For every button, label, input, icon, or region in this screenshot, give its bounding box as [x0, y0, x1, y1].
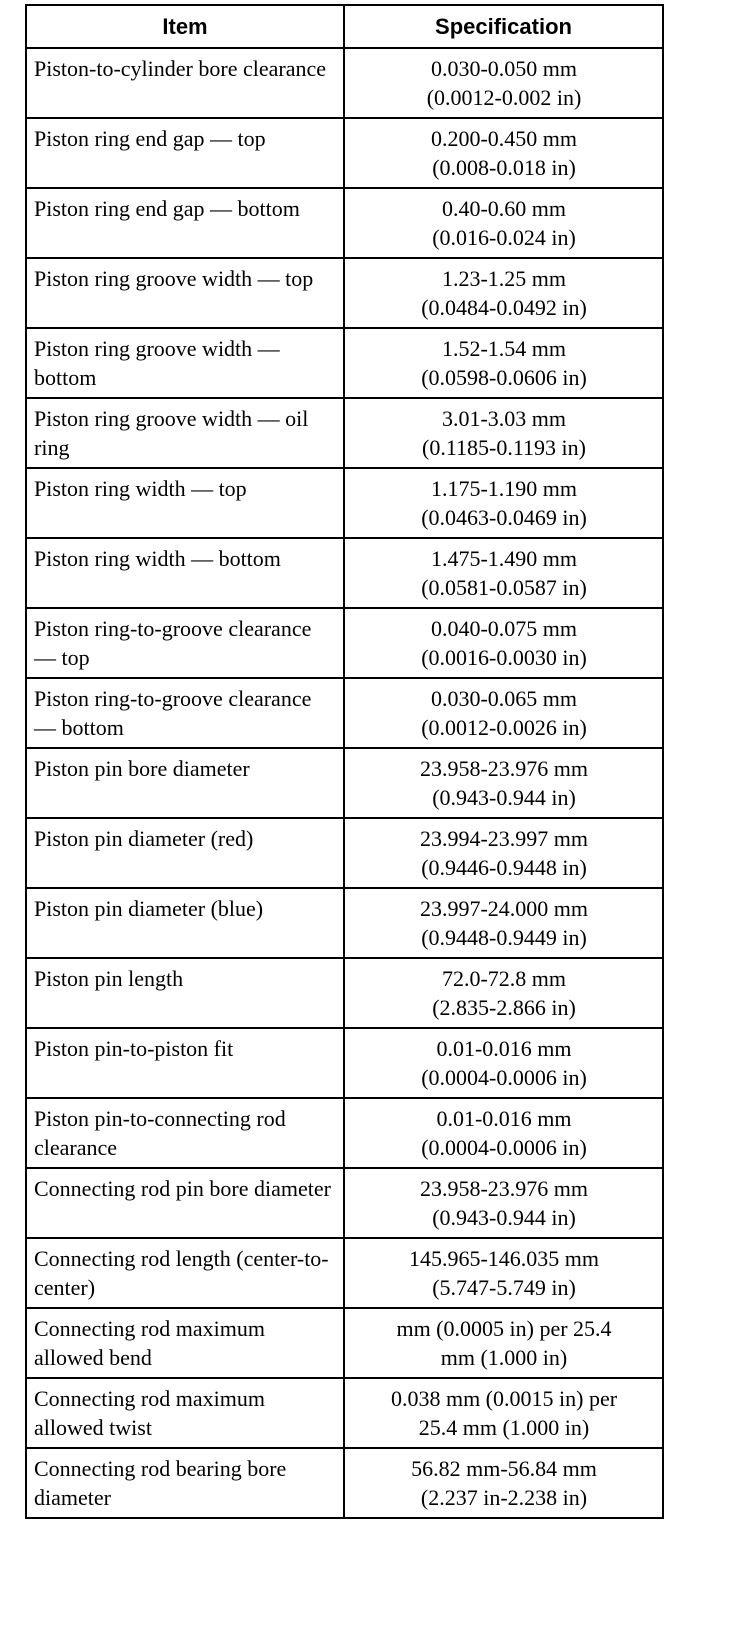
spec-metric: 23.994-23.997 mm — [419, 826, 589, 851]
spec-imperial: (0.0016-0.0030 in) — [421, 645, 587, 670]
table-row — [26, 1238, 663, 1308]
item-cell: Piston pin-to-connecting rod clearance — [26, 1098, 344, 1168]
spec-imperial: (2.835-2.866 in) — [432, 995, 576, 1020]
table-row — [26, 818, 663, 888]
spec-imperial: 25.4 mm (1.000 in) — [418, 1415, 590, 1440]
specification-cell — [344, 538, 663, 608]
spec-imperial: (5.747-5.749 in) — [432, 1275, 576, 1300]
spec-imperial: mm (1.000 in) — [440, 1345, 568, 1370]
table-row — [26, 1378, 663, 1448]
table-row — [26, 1168, 663, 1238]
specification-table — [25, 4, 664, 1519]
table-row — [26, 678, 663, 748]
specification-cell — [344, 48, 663, 118]
specification-cell — [344, 258, 663, 328]
spec-metric: 145.965-146.035 mm — [408, 1246, 600, 1271]
spec-imperial: (0.0004-0.0006 in) — [421, 1135, 587, 1160]
item-cell: Piston ring-to-groove clearance — top — [26, 608, 344, 678]
spec-metric: 0.200-0.450 mm — [430, 126, 578, 151]
header-row — [26, 5, 663, 48]
table-row — [26, 258, 663, 328]
spec-imperial: (0.0004-0.0006 in) — [421, 1065, 587, 1090]
item-cell: Piston-to-cylinder bore clearance — [26, 48, 344, 118]
item-cell: Connecting rod pin bore diameter — [26, 1168, 344, 1238]
spec-imperial: (0.0581-0.0587 in) — [421, 575, 587, 600]
specification-cell — [344, 1448, 663, 1518]
spec-imperial: (0.9448-0.9449 in) — [421, 925, 587, 950]
item-cell: Piston pin-to-piston fit — [26, 1028, 344, 1098]
table-row — [26, 1448, 663, 1518]
specification-cell — [344, 188, 663, 258]
spec-metric: mm (0.0005 in) per 25.4 — [396, 1316, 612, 1341]
item-cell: Piston ring groove width — top — [26, 258, 344, 328]
spec-imperial: (0.008-0.018 in) — [432, 155, 576, 180]
spec-imperial: (0.943-0.944 in) — [432, 785, 576, 810]
specification-cell — [344, 608, 663, 678]
column-header-item: Item — [26, 5, 344, 48]
spec-metric: 23.958-23.976 mm — [419, 1176, 589, 1201]
item-cell: Connecting rod bearing bore diameter — [26, 1448, 344, 1518]
item-cell: Piston pin diameter (blue) — [26, 888, 344, 958]
column-header-specification: Specification — [344, 5, 663, 48]
specification-cell — [344, 118, 663, 188]
spec-metric: 0.40-0.60 mm — [441, 196, 567, 221]
spec-imperial: (0.1185-0.1193 in) — [422, 435, 586, 460]
item-cell: Connecting rod maximum allowed bend — [26, 1308, 344, 1378]
specification-cell — [344, 468, 663, 538]
item-cell: Piston ring groove width — oil ring — [26, 398, 344, 468]
spec-imperial: (0.0012-0.0026 in) — [421, 715, 587, 740]
spec-metric: 72.0-72.8 mm — [441, 966, 567, 991]
table-row — [26, 1028, 663, 1098]
spec-imperial: (0.016-0.024 in) — [432, 225, 576, 250]
item-cell: Piston ring width — bottom — [26, 538, 344, 608]
spec-metric: 23.958-23.976 mm — [419, 756, 589, 781]
item-cell: Piston pin bore diameter — [26, 748, 344, 818]
spec-imperial: (0.0463-0.0469 in) — [421, 505, 587, 530]
item-cell: Piston ring groove width — bottom — [26, 328, 344, 398]
item-cell: Piston ring width — top — [26, 468, 344, 538]
spec-imperial: (0.0012-0.002 in) — [426, 85, 582, 110]
spec-metric: 3.01-3.03 mm — [441, 406, 567, 431]
specification-cell — [344, 398, 663, 468]
item-cell: Piston ring end gap — top — [26, 118, 344, 188]
spec-metric: 1.52-1.54 mm — [441, 336, 567, 361]
spec-imperial: (0.9446-0.9448 in) — [421, 855, 587, 880]
table-row — [26, 748, 663, 818]
specification-cell — [344, 958, 663, 1028]
specification-cell — [344, 1098, 663, 1168]
spec-imperial: (0.0484-0.0492 in) — [421, 295, 587, 320]
item-cell: Connecting rod maximum allowed twist — [26, 1378, 344, 1448]
table-row — [26, 958, 663, 1028]
spec-imperial: (2.237 in-2.238 in) — [420, 1485, 588, 1510]
specification-cell — [344, 678, 663, 748]
spec-metric: 0.01-0.016 mm — [436, 1036, 572, 1061]
spec-metric: 0.038 mm (0.0015 in) per — [390, 1386, 618, 1411]
item-cell: Piston pin length — [26, 958, 344, 1028]
table-row — [26, 1098, 663, 1168]
spec-metric: 1.23-1.25 mm — [441, 266, 567, 291]
specification-cell — [344, 888, 663, 958]
spec-metric: 0.030-0.050 mm — [430, 56, 578, 81]
specification-cell — [344, 748, 663, 818]
item-cell: Piston ring end gap — bottom — [26, 188, 344, 258]
table-row — [26, 118, 663, 188]
table-row — [26, 328, 663, 398]
table-row — [26, 188, 663, 258]
table-row — [26, 398, 663, 468]
table-row — [26, 538, 663, 608]
spec-imperial: (0.0598-0.0606 in) — [421, 365, 587, 390]
item-cell: Piston ring-to-groove clearance — bottom — [26, 678, 344, 748]
spec-metric: 1.475-1.490 mm — [430, 546, 578, 571]
specification-cell — [344, 818, 663, 888]
item-cell: Connecting rod length (center-to-center) — [26, 1238, 344, 1308]
table-row — [26, 48, 663, 118]
spec-metric: 56.82 mm-56.84 mm — [411, 1456, 597, 1481]
table-row — [26, 888, 663, 958]
spec-metric: 23.997-24.000 mm — [419, 896, 589, 921]
specification-cell — [344, 1168, 663, 1238]
spec-imperial: (0.943-0.944 in) — [432, 1205, 576, 1230]
table-row — [26, 1308, 663, 1378]
item-cell: Piston pin diameter (red) — [26, 818, 344, 888]
spec-metric: 0.040-0.075 mm — [430, 616, 578, 641]
table-row — [26, 468, 663, 538]
spec-metric: 1.175-1.190 mm — [430, 476, 578, 501]
specification-cell — [344, 328, 663, 398]
specification-cell — [344, 1308, 663, 1378]
table-row — [26, 608, 663, 678]
specification-cell — [344, 1378, 663, 1448]
specification-cell — [344, 1238, 663, 1308]
spec-metric: 0.01-0.016 mm — [436, 1106, 572, 1131]
specification-cell — [344, 1028, 663, 1098]
spec-metric: 0.030-0.065 mm — [430, 686, 578, 711]
table-body — [26, 48, 663, 1518]
table-header — [26, 5, 663, 48]
